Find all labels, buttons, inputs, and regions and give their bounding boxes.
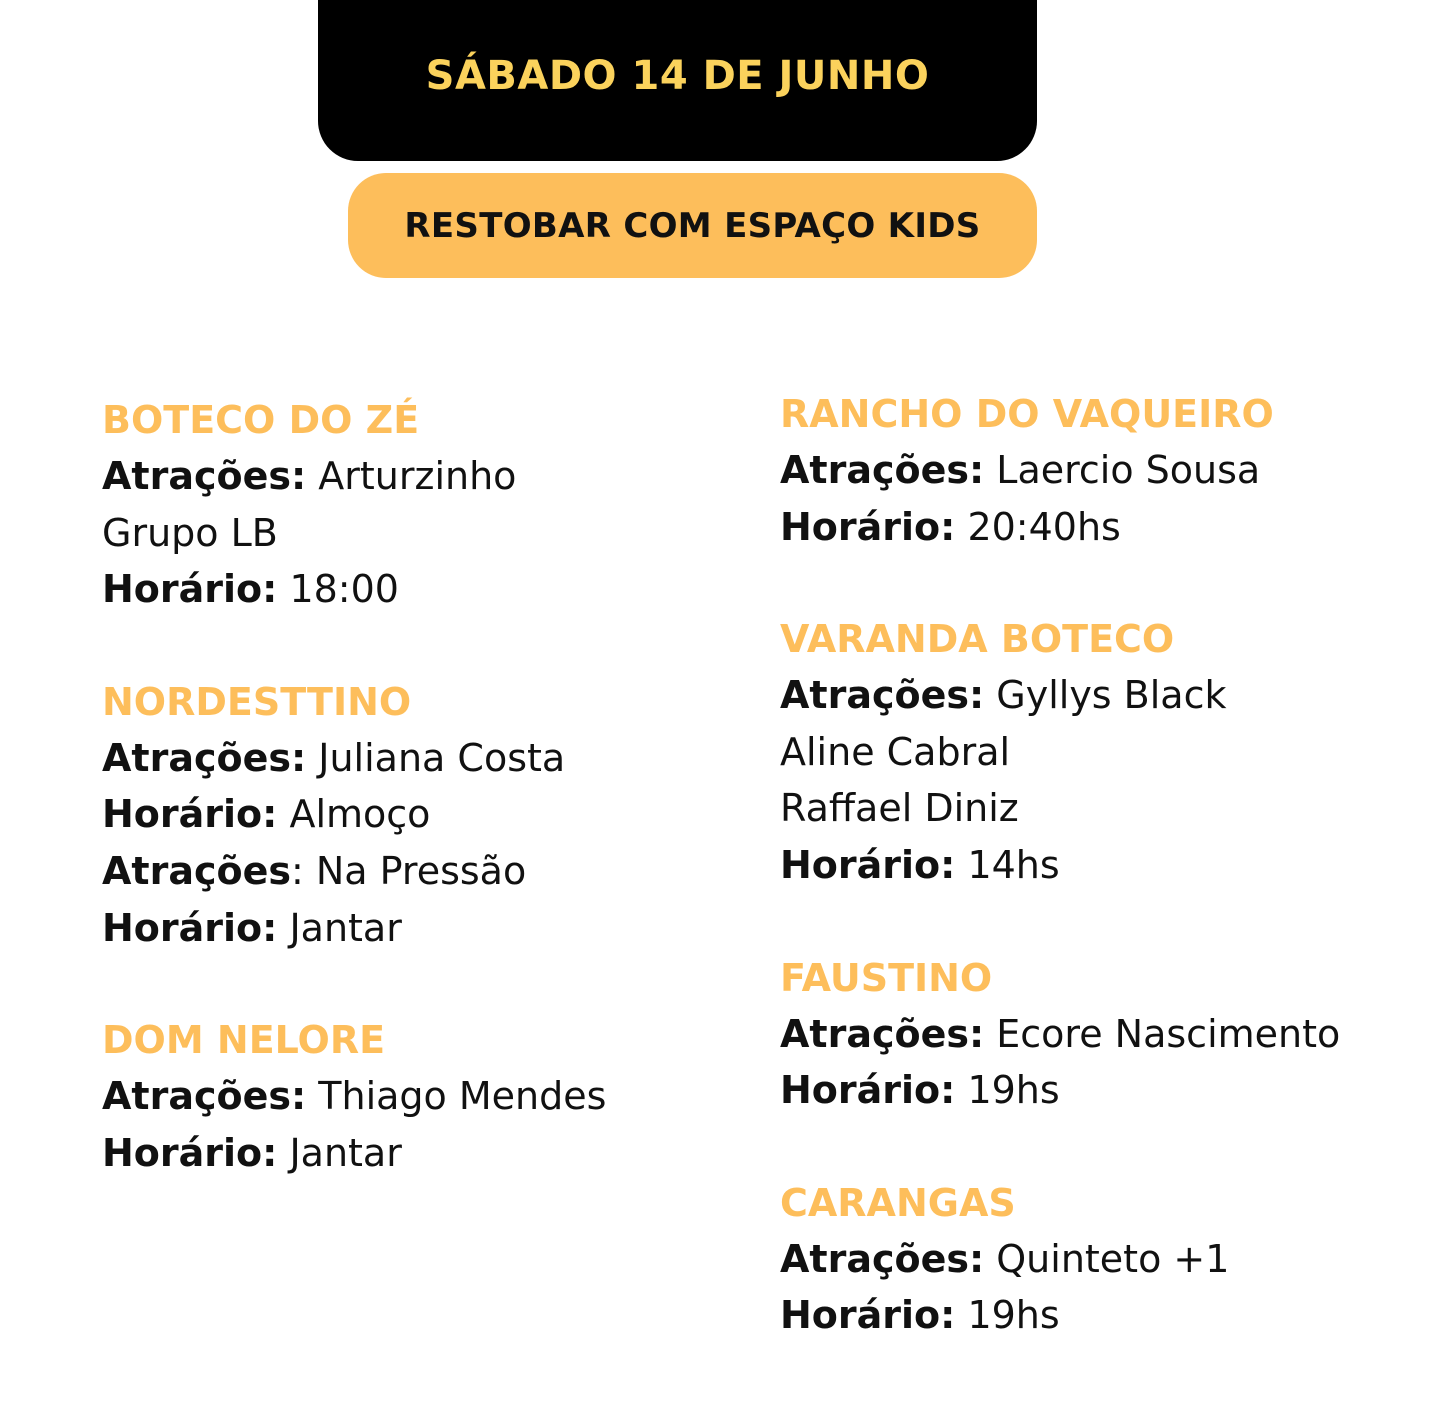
venue-name: BOTECO DO ZÉ [102,398,420,442]
venue-name: CARANGAS [780,1180,1016,1225]
detail-label: Atrações: [780,448,985,492]
venue-detail-line [780,1062,1420,1119]
venue-nordesttino [102,674,742,956]
detail-label: Atrações: [102,454,307,498]
venue-detail-line [102,448,742,505]
detail-label: Atrações [102,848,291,893]
venue-dom-nelore [102,1012,742,1181]
venue-detail-line [780,837,1420,894]
detail-value: Raffael Diniz [780,786,1019,831]
venue-name: RANCHO DO VAQUEIRO [780,392,1274,436]
venue-detail-line [102,1068,742,1125]
venue-detail-line [102,900,742,957]
detail-value: Aline Cabral [780,729,1011,774]
venue-name: NORDESTTINO [102,679,412,724]
venue-detail-line [780,1231,1420,1288]
venue-carangas [780,1175,1420,1344]
detail-value: Quinteto +1 [984,1236,1230,1281]
venue-detail-line [780,499,1420,556]
venue-varanda-boteco [780,611,1420,893]
detail-label: Horário: [102,567,278,612]
venue-name: VARANDA BOTECO [780,617,1175,662]
detail-value: 19hs [955,1068,1060,1113]
venue-detail-line [102,1125,742,1182]
left-column [102,392,742,1237]
detail-value: Jantar [277,1130,402,1175]
venue-rancho-do-vaqueiro [780,386,1420,555]
venue-detail-line [780,1287,1420,1344]
detail-value: Almoço [277,792,431,837]
detail-label: Horário: [780,504,956,549]
venue-detail-line [102,561,742,618]
right-column [780,386,1420,1400]
detail-label: Atrações: [780,1011,985,1056]
subtitle-pill [348,173,1037,278]
detail-value: : Na Pressão [290,848,527,893]
detail-label: Horário: [780,1293,956,1338]
detail-label: Horário: [780,1068,956,1113]
subtitle-text: RESTOBAR COM ESPAÇO KIDS [404,205,981,246]
detail-value: 19hs [955,1293,1060,1338]
venue-detail-line [780,724,1420,781]
date-banner [318,0,1037,161]
detail-value: Thiago Mendes [306,1074,607,1119]
detail-value: Jantar [277,905,402,950]
detail-value: 14hs [955,842,1060,887]
venue-detail-line [780,780,1420,837]
venue-name: DOM NELORE [102,1018,386,1063]
venue-detail-line [780,1006,1420,1063]
detail-label: Atrações: [780,673,985,718]
detail-value: Ecore Nascimento [984,1011,1341,1056]
detail-value: Laercio Sousa [984,448,1261,492]
detail-label: Atrações: [102,1074,307,1119]
detail-label: Horário: [102,792,278,837]
detail-value: Gyllys Black [984,673,1227,718]
detail-value: Grupo LB [102,510,278,555]
detail-value: Juliana Costa [306,735,566,780]
detail-label: Atrações: [102,735,307,780]
detail-value: 20:40hs [955,504,1121,549]
venue-name: FAUSTINO [780,955,993,1000]
venue-detail-line [780,667,1420,724]
venue-detail-line [780,442,1420,499]
venue-faustino [780,950,1420,1119]
venue-detail-line [102,843,742,900]
date-title: SÁBADO 14 DE JUNHO [425,52,930,99]
detail-label: Horário: [102,1130,278,1175]
detail-label: Atrações: [780,1236,985,1281]
venue-detail-line [102,730,742,787]
detail-value: Arturzinho [306,454,517,498]
venue-boteco-do-ze [102,392,742,618]
detail-label: Horário: [102,905,278,950]
venue-detail-line [102,786,742,843]
detail-label: Horário: [780,842,956,887]
detail-value: 18:00 [277,567,399,612]
venue-detail-line [102,505,742,562]
